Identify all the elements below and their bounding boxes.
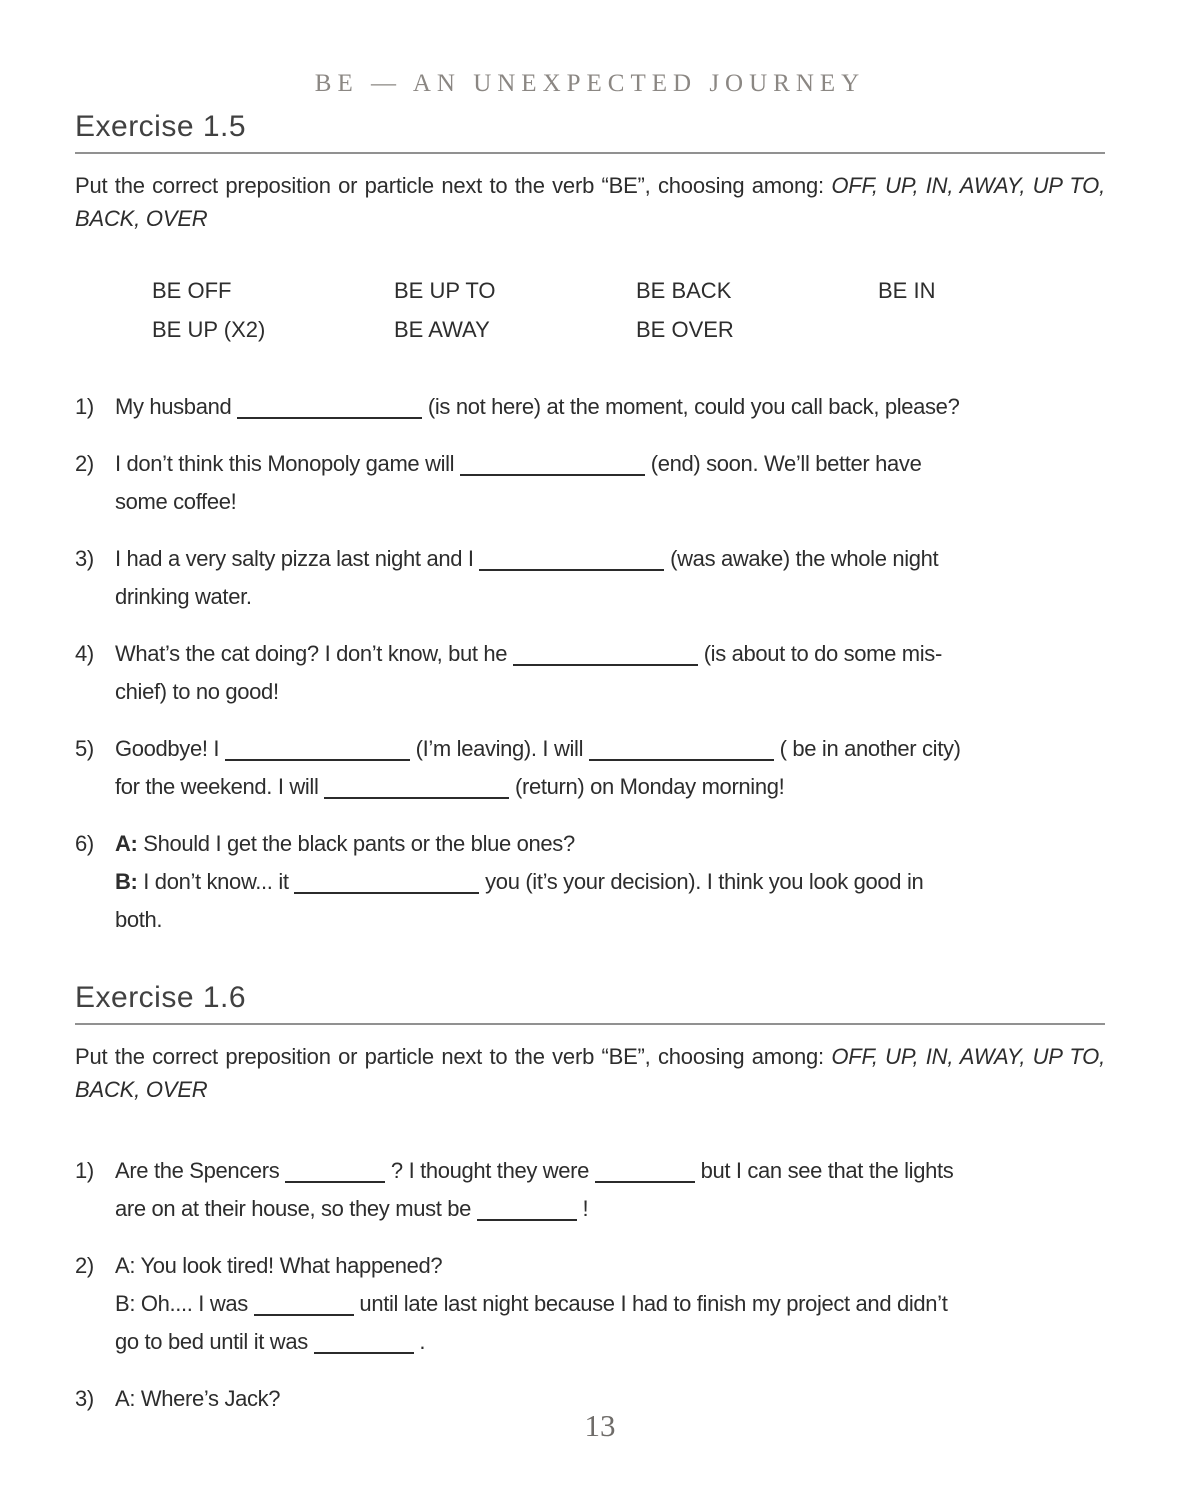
exercise-item bbox=[75, 445, 1105, 521]
item-text: What’s the cat doing? I don’t know, but he (is about to do some mis- chief) to no good! bbox=[115, 641, 942, 704]
word-bank-item: BE OVER bbox=[636, 317, 734, 342]
item-text: I had a very salty pizza last night and I (was awake) the whole night drinking water. bbox=[115, 546, 939, 609]
page-number: 13 bbox=[584, 1408, 616, 1443]
exercise-item bbox=[75, 1152, 1105, 1228]
item-number: 2) bbox=[75, 451, 94, 476]
section-rule bbox=[75, 1023, 1105, 1025]
item-number: 3) bbox=[75, 546, 94, 571]
item-number: 5) bbox=[75, 736, 94, 761]
instruction-text: Put the correct preposition or particle next to the verb “BE”, choosing among: bbox=[75, 1044, 832, 1069]
item-number: 6) bbox=[75, 831, 94, 856]
exercise-item bbox=[75, 540, 1105, 616]
instruction-options: OFF, UP, IN, AWAY, UP TO, BACK, OVER bbox=[75, 173, 1105, 231]
exercise-1-6-title: Exercise 1.6 bbox=[75, 981, 247, 1014]
item-text: A: Where’s Jack? bbox=[115, 1386, 281, 1411]
fill-blank bbox=[324, 775, 509, 799]
word-bank bbox=[152, 279, 1105, 342]
item-text: A: You look tired! What happened? B: Oh.... I was until late last night because I had to finish my project and didn’t go to bed until it was . bbox=[115, 1253, 948, 1354]
word-bank-item: BE UP TO bbox=[394, 278, 496, 303]
exercise-1-6-items bbox=[75, 1152, 1105, 1418]
item-text: Are the Spencers ? I thought they were but I can see that the lights are on at their house, so they must be ! bbox=[115, 1158, 954, 1221]
exercise-item bbox=[75, 635, 1105, 711]
exercise-1-6-section bbox=[75, 981, 1105, 1418]
exercise-item bbox=[75, 1247, 1105, 1361]
fill-blank bbox=[589, 737, 774, 761]
word-bank-item: BE BACK bbox=[636, 278, 732, 303]
item-number: 3) bbox=[75, 1386, 94, 1411]
fill-blank bbox=[595, 1159, 695, 1183]
word-bank-item: BE OFF bbox=[152, 278, 232, 303]
word-bank-item: BE AWAY bbox=[394, 317, 490, 342]
fill-blank bbox=[513, 642, 698, 666]
book-title: BE — AN UNEXPECTED JOURNEY bbox=[314, 70, 866, 97]
exercise-1-5-items bbox=[75, 388, 1105, 939]
fill-blank bbox=[225, 737, 410, 761]
word-bank-item: BE IN bbox=[878, 278, 936, 303]
item-number: 4) bbox=[75, 641, 94, 666]
exercise-1-5-title: Exercise 1.5 bbox=[75, 110, 247, 143]
exercise-1-6-instruction bbox=[75, 1040, 1105, 1106]
fill-blank bbox=[237, 395, 422, 419]
section-rule bbox=[75, 152, 1105, 154]
exercise-item bbox=[75, 730, 1105, 806]
instruction-text: Put the correct preposition or particle next to the verb “BE”, choosing among: bbox=[75, 173, 832, 198]
exercise-item bbox=[75, 388, 1105, 426]
fill-blank bbox=[254, 1292, 354, 1316]
fill-blank bbox=[477, 1197, 577, 1221]
speaker-label: B: bbox=[115, 869, 138, 894]
item-number: 1) bbox=[75, 1158, 94, 1183]
exercise-1-5-section bbox=[75, 110, 1105, 939]
exercise-item bbox=[75, 825, 1105, 939]
item-text: Goodbye! I (I’m leaving). I will ( be in another city) for the weekend. I will (return) on Monday morning! bbox=[115, 736, 961, 799]
fill-blank bbox=[285, 1159, 385, 1183]
fill-blank bbox=[479, 547, 664, 571]
instruction-options: OFF, UP, IN, AWAY, UP TO, BACK, OVER bbox=[75, 1044, 1105, 1102]
item-number: 2) bbox=[75, 1253, 94, 1278]
speaker-label: A: bbox=[115, 831, 138, 856]
item-text: A: Should I get the black pants or the blue ones? B: I don’t know... it you (it’s your decision). I think you look good in both. bbox=[115, 831, 924, 932]
exercise-1-5-instruction bbox=[75, 169, 1105, 235]
item-text: My husband (is not here) at the moment, could you call back, please? bbox=[115, 394, 960, 419]
fill-blank bbox=[314, 1330, 414, 1354]
word-bank-item: BE UP (X2) bbox=[152, 317, 266, 342]
item-number: 1) bbox=[75, 394, 94, 419]
fill-blank bbox=[460, 452, 645, 476]
fill-blank bbox=[294, 870, 479, 894]
item-text: I don’t think this Monopoly game will (end) soon. We’ll better have some coffee! bbox=[115, 451, 922, 514]
